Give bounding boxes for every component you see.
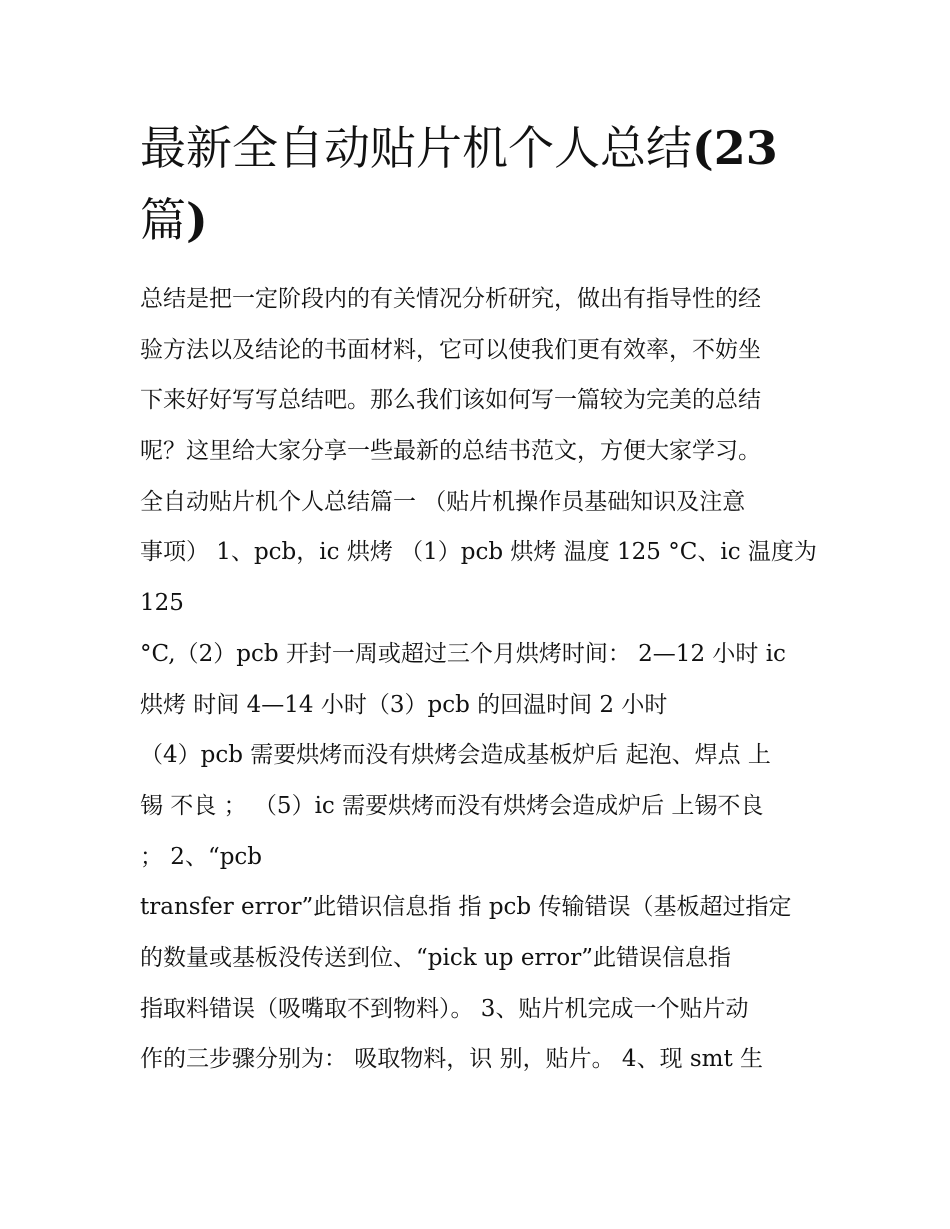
title-line2-text: 篇 — [140, 193, 186, 247]
text-line: 下来好好写写总结吧。那么我们该如何写一篇较为完美的总结 — [140, 387, 761, 414]
text-line: 呢？这里给大家分享一些最新的总结书范文，方便大家学习。 — [140, 438, 761, 465]
text-line: 烘烤 时间 4—14 小时（3）pcb 的回温时间 2 小时 — [140, 691, 668, 718]
text-line: °C,（2）pcb 开封一周或超过三个月烘烤时间： 2—12 小时 ic — [140, 640, 786, 667]
text-line: ； 2、“pcb — [140, 843, 263, 870]
title-main-text: 最新全自动贴片机个人总结 — [140, 121, 692, 175]
text-line: 事项） 1、pcb，ic 烘烤 （1）pcb 烘烤 温度 125 °C、ic 温度为 — [140, 539, 817, 566]
text-line: transfer error”此错识信息指 指 pcb 传输错误（基板超过指定 — [140, 894, 792, 921]
title-count-close: ) — [186, 193, 208, 247]
text-line: 锡 不良 ； （5）ic 需要烘烤而没有烘烤会造成炉后 上锡不良 — [140, 792, 764, 819]
text-line: 指取料错误（吸嘴取不到物料）。 3、贴片机完成一个贴片动 — [140, 995, 749, 1022]
text-line: 的数量或基板没传送到位、“pick up error”此错误信息指 — [140, 944, 732, 971]
text-line: 作的三步骤分别为： 吸取物料，识 别，贴片。 4、现 smt 生 — [140, 1046, 764, 1073]
text-line: 125 — [140, 590, 184, 617]
title-count-open: (23 — [692, 121, 778, 175]
body-text — [140, 274, 830, 1085]
text-line: （4）pcb 需要烘烤而没有烘烤会造成基板炉后 起泡、焊点 上 — [140, 742, 771, 769]
text-line: 验方法以及结论的书面材料，它可以使我们更有效率，不妨坐 — [140, 336, 761, 363]
document-title — [140, 112, 830, 256]
text-line: 总结是把一定阶段内的有关情况分析研究，做出有指导性的经 — [140, 286, 761, 312]
text-line: 全自动贴片机个人总结篇一 （贴片机操作员基础知识及注意 — [140, 488, 746, 515]
